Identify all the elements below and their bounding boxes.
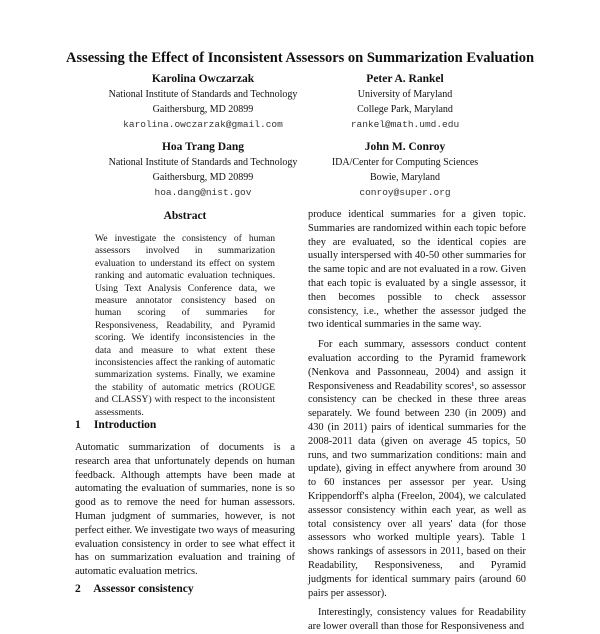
author-affiliation: National Institute of Standards and Technology xyxy=(108,89,298,100)
author-name: Hoa Trang Dang xyxy=(161,141,244,153)
section-heading xyxy=(75,583,194,595)
author-name: Peter A. Rankel xyxy=(366,73,444,85)
author-affiliation: University of Maryland xyxy=(357,89,453,100)
section-number: 2 xyxy=(75,583,81,595)
author-email: conroy@super.org xyxy=(359,187,451,198)
author-location: Gaithersburg, MD 20899 xyxy=(152,172,254,183)
author-email: karolina.owczarzak@gmail.com xyxy=(123,119,283,130)
author-affiliation: IDA/Center for Computing Sciences xyxy=(331,157,479,168)
author-block xyxy=(88,139,318,200)
body-paragraph: For each summary, assessors conduct content evaluation according to the Pyramid framework (Nenkova and Passonneau, 2004) and assign it Responsiveness and Readability scores¹, so assessor consistency can be checked in these three areas separately. We found between 230 (in 2009) and 430 (in 2011) pairs of identical summaries for the 2008-2011 data (given on average 45 topics, 50 runs, and two summarization conditions: main and update), giving in effect anywhere from around 30 to 60 instances per assessor per year. Using Krippendorff's alpha (Freelon, 2004), we calculated assessor consistency within each year, as well as total consistency over all years' data (for those assessors who worked multiple years). Table 1 shows rankings of assessors in 2011, based on their Readability, Responsiveness, and Pyramid judgments for identical summary pairs (around 60 pairs per assessor). xyxy=(308,339,526,599)
paper-title: Assessing the Effect of Inconsistent Assessors on Summarization Evaluation xyxy=(65,50,535,66)
author-location: Bowie, Maryland xyxy=(370,172,440,183)
body-paragraph: Interestingly, consistency values for Readability are lower overall than those for Responsiveness and xyxy=(308,607,526,633)
author-email: hoa.dang@nist.gov xyxy=(154,187,252,198)
body-paragraph: produce identical summaries for a given topic. Summaries are randomized within each topic before they are evaluated, so the identical copies are usually interspersed with 40-50 other summaries for the same topic and are not evaluated in a row. Given that each topic is evaluated by a single assessor, it then becomes possible to check assessor consistency, i.e., whether the assessor judged the two identical summaries in the same way. xyxy=(308,209,526,331)
author-name: Karolina Owczarzak xyxy=(151,73,255,85)
abstract-text: We investigate the consistency of human assessors involved in summarization evaluation to understand its effect on system ranking and automatic evaluation techniques. Using Text Analysis Conference data, we measure annotator consistency based on human scoring of summaries for Responsiveness, Readability, and Pyramid scoring. We identify inconsistencies in the data and measure to what extent these inconsistencies affect the ranking of automatic summarization systems. Finally, we examine the stability of automatic metrics (ROUGE and CLASSY) with respect to the inconsistent assessments. xyxy=(95,233,275,418)
section-heading xyxy=(75,419,156,431)
author-block xyxy=(300,139,510,200)
abstract-heading: Abstract xyxy=(163,210,207,222)
section-number: 1 xyxy=(75,419,81,431)
intro-paragraph: Automatic summarization of documents is a research area that unfortunately depends on human feedback. Although attempts have been made at automating the evaluation of summaries, none is so good as to remove the need for human assessors. Human judgment of summaries, however, is not perfect either. We investigate two ways of measuring evaluation consistency in order to see what effect it has on summarization evaluation and training of automatic evaluation metrics. xyxy=(75,442,295,578)
author-block xyxy=(88,71,318,132)
section-title: Assessor consistency xyxy=(93,583,194,595)
author-email: rankel@math.umd.edu xyxy=(350,119,460,130)
author-block xyxy=(300,71,510,132)
section-title: Introduction xyxy=(93,419,157,431)
author-location: Gaithersburg, MD 20899 xyxy=(152,104,254,115)
author-affiliation: National Institute of Standards and Technology xyxy=(108,157,298,168)
right-column xyxy=(308,208,526,634)
author-location: College Park, Maryland xyxy=(357,104,453,115)
author-name: John M. Conroy xyxy=(364,141,446,153)
